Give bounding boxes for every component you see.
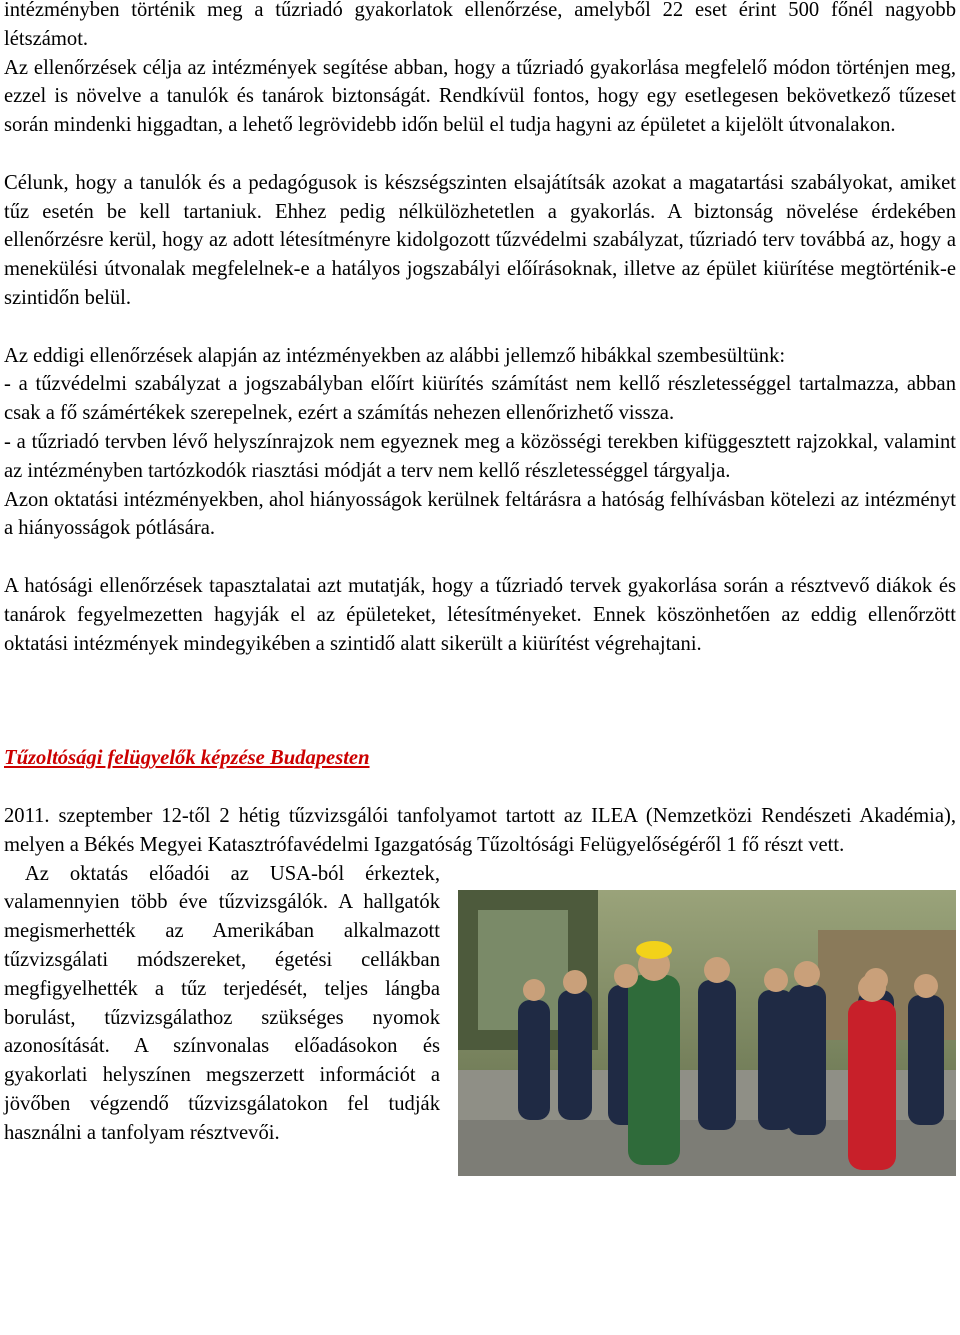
text-with-photo [4,860,956,1148]
paragraph-6: - a tűzriadó tervben lévő helyszínrajzok nem egyeznek meg a közösségi terekben kifüggesztett rajzokkal, valamint az intézményben tartózkodók riasztási módját a terv nem kellő részletességgel tárgyalja. [4,430,956,482]
document-page [4,0,956,1176]
paragraph-1: intézményben történik meg a tűzriadó gyakorlatok ellenőrzése, amelyből 22 eset érint 500 főnél nagyobb létszámot. [4,0,956,50]
section-heading: Tűzoltósági felügyelők képzése Budapesten [4,747,370,770]
paragraph-4: Az eddigi ellenőrzések alapján az intézményekben az alábbi jellemző hibákkal szembesültünk: [4,344,786,367]
group-photo-icon [458,890,956,1176]
paragraph-7: Azon oktatási intézményekben, ahol hiányosságok kerülnek feltárásra a hatóság felhívásban kötelezi az intézményt a hiányosságok pótlására. [4,488,956,540]
paragraph-8: A hatósági ellenőrzések tapasztalatai azt mutatják, hogy a tűzriadó tervek gyakorlása során a résztvevő diákok és tanárok fegyelmezetten hagyják el az épületeket, létesítményeket. Ennek köszönhetően az eddig ellenőrzött oktatási intézmények mindegyikében a szintidő alatt sikerült a kiürítést végrehajtani. [4,574,956,655]
paragraph-9: 2011. szeptember 12-től 2 hétig tűzvizsgálói tanfolyamot tartott az ILEA (Nemzetközi Rendészeti Akadémia), melyen a Békés Megyei Katasztrófavédelmi Igazgatóság Tűzoltósági Felügyelőségéről 1 fő részt vett. [4,804,956,856]
paragraph-5: - a tűzvédelmi szabályzat a jogszabályban előírt kiürítés számítást nem kellő részletességgel tartalmazza, abban csak a fő számértékek szerepelnek, ezért a számítás nehezen ellenőrizhető vissza. [4,373,956,425]
paragraph-3: Célunk, hogy a tanulók és a pedagógusok is készségszinten elsajátítsák azokat a magatartási szabályokat, amiket tűz esetén be kell tartaniuk. Ehhez pedig nélkülözhetetlen a gyakorlás. A biztonság növelése érdekében ellenőrzésre kerül, hogy az adott létesítményre kidolgozott tűzvédelmi szabályzat, tűzriadó terv továbbá az, hogy a menekülési útvonalak megfelelnek-e a hatályos jogszabályi előírásoknak, illetve az épület kiürítése megtörténik-e szintidőn belül. [4,171,956,309]
paragraph-10: Az oktatás előadói az USA-ból érkeztek, valamennyien több éve tűzvizsgálók. A hallgatók megismerhették az Amerikában alkalmazott tűzvizsgálati módszereket, égetési cellákban megfigyelhették a tűz terjedését, teljes lángba borulást, tűzvizsgálathoz szükséges nyomok azonosítását. A színvonalas előadásokon és gyakorlati helyszínen megszerzett információt a jövőben végzendő tűzvizsgálatokon fel tudják használni a tanfolyam résztvevői. [4,862,446,1144]
paragraph-2: Az ellenőrzések célja az intézmények segítése abban, hogy a tűzriadó gyakorlása megfelelő módon történjen meg, ezzel is növelve a tanulók és tanárok biztonságát. Rendkívül fontos, hogy egy esetlegesen bekövetkező tűzeset során mindenki higgadtan, a lehető legrövidebb időn belül el tudja hagyni az épületet a kijelölt útvonalakon. [4,56,956,137]
